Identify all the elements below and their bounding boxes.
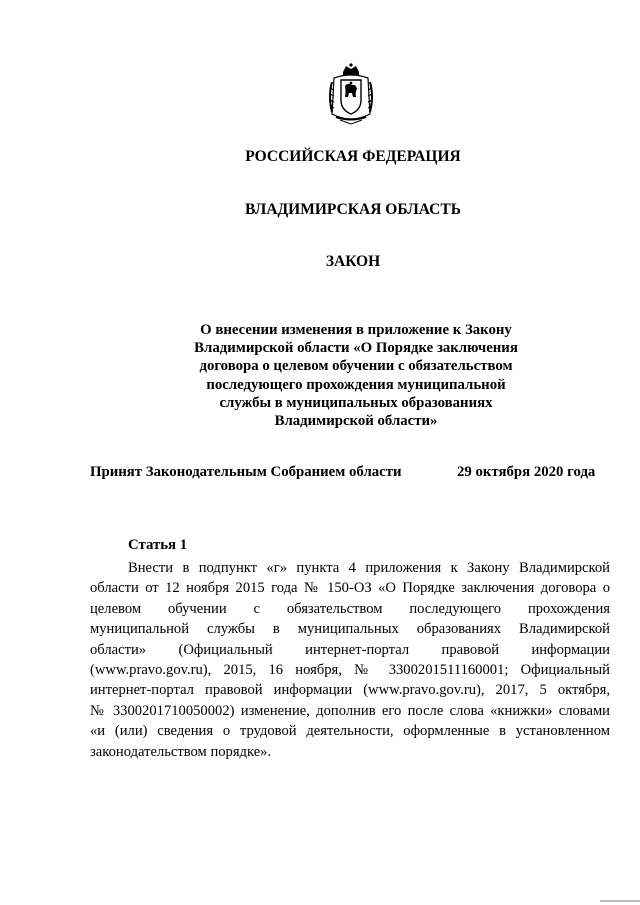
region-heading: ВЛАДИМИРСКАЯ ОБЛАСТЬ	[245, 201, 461, 218]
body-line: области от 12 ноября 2015 года № 150-ОЗ «О Порядке заключения договора о	[90, 580, 610, 597]
adopted-by: Принят Законодательным Собранием области	[90, 464, 402, 480]
body-line: целевом обучении с обязательством последующего прохождения	[90, 600, 610, 617]
body-line: области» (Официальный интернет-портал правовой информации	[90, 641, 610, 658]
scan-edge-mark	[600, 900, 640, 902]
body-line: «и (или) сведения о трудовой деятельности, оформленные в установленном	[90, 723, 610, 740]
title-line: службы в муниципальных образованиях	[219, 394, 493, 411]
coat-of-arms-icon	[326, 62, 376, 126]
body-line: муниципальной службы в муниципальных образованиях Владимирской	[90, 621, 610, 638]
article-heading: Статья 1	[128, 537, 188, 553]
adoption-date: 29 октября 2020 года	[457, 464, 596, 480]
title-line: Владимирской области»	[274, 413, 438, 430]
title-line: последующего прохождения муниципальной	[206, 376, 506, 393]
body-line: (www.pravo.gov.ru), 2015, 16 ноября, № 3300201511160001; Официальный	[90, 662, 610, 679]
title-line: Владимирской области «О Порядке заключения	[194, 340, 518, 357]
title-line: договора о целевом обучении с обязательством	[199, 358, 513, 375]
article-body	[90, 558, 610, 762]
law-heading: ЗАКОН	[325, 253, 381, 270]
body-line: Внести в подпункт «г» пункта 4 приложения к Закону Владимирской	[128, 560, 610, 576]
body-line: № 3300201710050002) изменение, дополнив его после слова «книжки» словами	[90, 702, 610, 719]
body-line: законодательством порядке».	[90, 743, 272, 760]
title-line: О внесении изменения в приложение к Закону	[200, 322, 512, 338]
federation-heading: РОССИЙСКАЯ ФЕДЕРАЦИЯ	[245, 148, 461, 165]
law-title	[170, 321, 542, 430]
body-line: интернет-портал правовой информации (www.pravo.gov.ru), 2017, 5 октября,	[90, 682, 610, 699]
